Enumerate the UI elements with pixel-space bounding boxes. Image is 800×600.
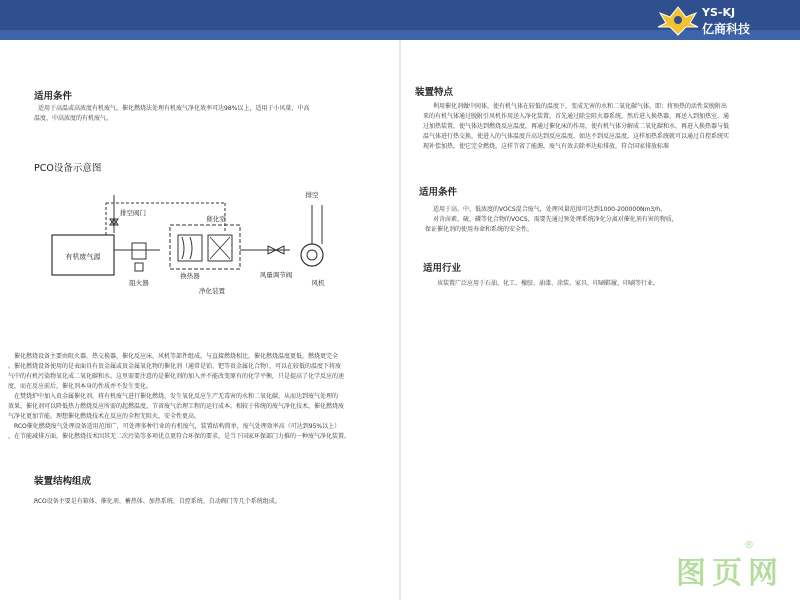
right-features-title: 装置特点: [415, 87, 454, 98]
text-line: 对含卤素、硫、磷等化合物的VOCS，需要先通过预处理系统净化分离对催化剂有害的物质，: [433, 216, 678, 223]
company-logo[interactable]: [654, 3, 800, 37]
source-label: 有机废气源: [65, 253, 101, 261]
text-line: 催化燃烧设备主要由阻火器，热交换器，催化反应床，风机等部件组成。与直接燃烧相比，催化燃烧温度更低，燃烧更完全: [14, 353, 339, 360]
page-spine: [399, 40, 401, 600]
text-line: 。催化燃烧设备使用的是表面具有贵金属或贵金属氧化物的催化剂（通常是铂、钯等贵金属化合物），可以在较低的温度下将废: [8, 363, 342, 370]
logo-english: YS-KJ: [702, 6, 736, 19]
damper-label: 风量调节阀: [259, 271, 293, 279]
right-features-text: [423, 102, 783, 152]
pco-diagram: [40, 185, 360, 335]
eagle-logo-icon: [656, 3, 700, 37]
exchanger-label: 换热器: [180, 272, 200, 280]
header-banner: [0, 0, 800, 40]
left-applicable-text: [34, 104, 374, 124]
vent-valve-label: 排空阀门: [120, 209, 146, 217]
text-line: RCO催化燃烧废气处理设备适用范围广，可处理多种行业的有机废气，装置结构简单，废气处理效率高（可达到95%以上）: [14, 423, 341, 430]
right-applicable-title: 适用条件: [419, 187, 458, 198]
text-line: 适用于高、中、低浓度的VOCS混合废气，处理风量范围可达到1000-200000Nm3/h。: [433, 206, 667, 213]
text-line: 气净化更加节能。理想催化燃烧技术在反应的全程无阻火，安全性更高。: [8, 413, 201, 420]
text-line: 现补偿加热，使它完全燃烧，这样节省了能源，废气有效去除率达标排放，符合国家排放标准: [423, 143, 670, 150]
text-line: 保证催化剂的使用寿命和系统的安全性。: [425, 226, 534, 233]
left-description: [8, 352, 393, 442]
fan-label: 风机: [311, 279, 325, 287]
text-line: 该装置广泛应用于石油、化工、橡胶、油漆、涂装、家具、印刷鞋履、印刷等行业。: [437, 280, 660, 287]
right-industry-text: [437, 279, 777, 289]
right-industry-title: 适用行业: [423, 263, 462, 274]
catalysis-label: 催化室: [206, 215, 226, 223]
text-line: 过加热装置，使气体达到燃烧反应温度，再通过催化床的作用，使有机气体分解成二氧化碳和水，再进入换热器与低: [423, 123, 730, 130]
text-line: 在焚烧炉中加入贵金属催化剂，将有机废气进行催化燃烧，发生氧化反应生产无毒害的水和二氧化碳，从而达到废气处理的: [14, 393, 339, 400]
left-applicable-title: 适用条件: [34, 91, 73, 102]
left-structure-text: [34, 497, 374, 507]
left-structure-title: 装置结构组成: [34, 476, 92, 487]
text-line: 利用催化剂做中间体，使有机气体在较低的温度下，变成无害的水和二氧化碳气体，即：将预热的活性炭脱附出: [433, 103, 728, 110]
text-line: 适用于高温或高浓度有机废气。催化燃烧法处理有机废气净化效率可达98%以上，适用于小风量、中高: [38, 105, 310, 112]
text-line: 气中的有机污染物氧化成二氧化碳和水。这里需要注意的是催化剂的加入并不能改变原有的化学平衡，只是提高了化学反应的速: [8, 373, 345, 380]
flame-arrester-label: 阻火器: [129, 279, 149, 287]
text-line: 来的有机气体通过脱附引风机作用送入净化装置，首先通过除尘阻火器系统，然后进入换热器，再送入到加热室，通: [423, 113, 730, 120]
text-line: 效果。催化剂可以降低热力燃烧反应所需的起燃温度，节省废气治理工程的运行成本。相较于传统的废气净化技术，催化燃烧废: [8, 403, 345, 410]
watermark-text: 图页网: [676, 556, 784, 591]
registered-mark: ®: [744, 540, 754, 551]
text-line: 度，而在反应前后，催化剂本身的性质并不发生变化。: [8, 383, 153, 390]
text-line: ，在节能减排方面，催化燃烧技术因其无二次污染等多项优点更符合环保的要求，是当下国家环保部门力推的一种废气净化装置。: [8, 433, 351, 440]
logo-chinese: 亿商科技: [702, 22, 751, 36]
right-applicable-text: [425, 205, 775, 235]
text-line: 温度、中高浓度的有机废气。: [34, 115, 113, 122]
device-label: 净化装置: [199, 287, 225, 295]
text-line: 温气体进行热交换，使进入的气体温度升高达到反应温度，如达不到反应温度，这样加热系统就可以通过自控系统实: [423, 133, 730, 140]
watermark: [676, 540, 796, 592]
vent-out-label: 排空: [305, 191, 319, 199]
text-line: RCO设备主要是有箱体、催化剂、蓄热体、加热系统、自控系统、自动阀门等几个系统组成。: [34, 498, 281, 505]
diagram-title: PCO设备示意图: [34, 163, 102, 174]
